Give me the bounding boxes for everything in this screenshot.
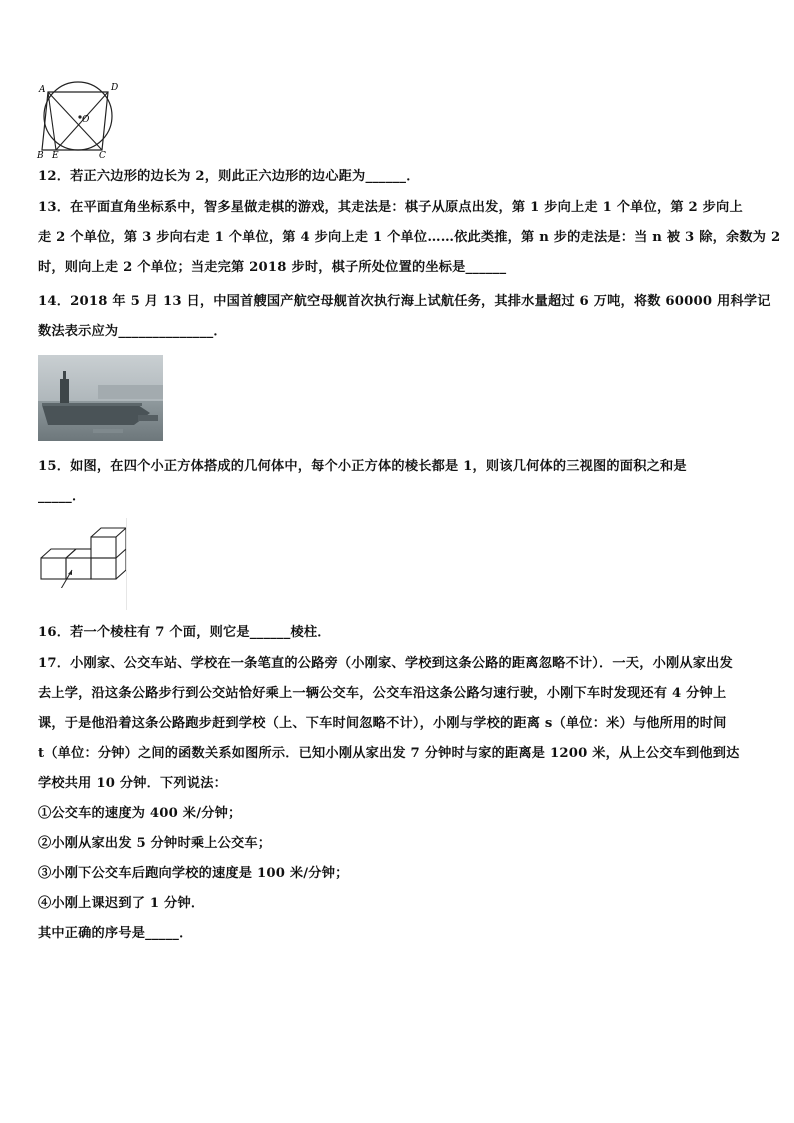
q17-option-1: ①公交车的速度为 400 米/分钟； [38,806,242,821]
q17-option-3: ③小刚下公交车后跑向学校的速度是 100 米/分钟； [38,866,349,881]
q17-line-4: t（单位：分钟）之间的函数关系如图所示．已知小刚从家出发 7 分钟时与家的距离是 1200 米，从上公交车到他到达 [38,746,740,761]
question-12 [38,162,758,192]
q14-line-1: 14．2018 年 5 月 13 日，中国首艘国产航空母舰首次执行海上试航任务，其排水量超过 6 万吨，将数 60000 用科学记 [38,294,771,309]
q17-line-5: 学校共用 10 分钟．下列说法： [38,776,227,791]
cube-figure [38,518,127,610]
q14-line-2: 数法表示应为______________． [38,324,227,339]
q15-line-2: _____． [38,489,86,504]
q13-line-2: 走 2 个单位，第 3 步向右走 1 个单位，第 4 步向上走 1 个单位……依此类推，第 n 步的走法是：当 n 被 3 除，余数为 2 [38,230,781,245]
q17-option-2: ②小刚从家出发 5 分钟时乘上公交车； [38,836,272,851]
question-13 [38,193,781,283]
segment-ae [48,92,56,150]
carrier-island [60,379,69,405]
label-o: O [82,115,90,125]
label-a: A [39,85,46,95]
q17-line-2: 去上学，沿这条公路步行到公交站恰好乘上一辆公交车，公交车沿这条公路匀速行驶，小刚下车时发现还有 4 分钟上 [38,686,727,701]
q13-line-1: 13．在平面直角坐标系中，智多星做走棋的游戏，其走法是：棋子从原点出发，第 1 步向上走 1 个单位，第 2 步向上 [38,200,743,215]
carrier-hull [42,405,150,425]
q17-option-4: ④小刚上课迟到了 1 分钟． [38,896,205,911]
question-14 [38,287,771,347]
q17-line-3: 课，于是他沿着这条公路跑步赶到学校（上、下车时间忽略不计），小刚与学校的距离 s（单位：米）与他所用的时间 [38,716,727,731]
cube-drawing [38,518,126,588]
question-16 [38,618,758,648]
q12-line-1: 12．若正六边形的边长为 2，则此正六边形的边心距为______． [38,169,420,184]
question-15 [38,452,758,512]
q16-line-1: 16．若一个棱柱有 7 个面，则它是______棱柱． [38,625,331,640]
label-c: C [99,151,106,160]
q17-answer-prompt: 其中正确的序号是_____． [38,926,193,941]
circle-figure [34,80,124,160]
q17-line-1: 17．小刚家、公交车站、学校在一条笔直的公路旁（小刚家、学校到这条公路的距离忽略不计）．一天，小刚从家出发 [38,656,733,671]
label-b: B [37,151,44,160]
aircraft-carrier-photo [38,355,163,441]
label-d: D [111,83,119,93]
question-17 [38,649,758,949]
q13-line-3: 时，则向上走 2 个单位；当走完第 2018 步时，棋子所处位置的坐标是______ [38,260,507,275]
label-e: E [52,151,59,160]
q15-line-1: 15．如图，在四个小正方体搭成的几何体中，每个小正方体的棱长都是 1，则该几何体的三视图的面积之和是 [38,459,687,474]
